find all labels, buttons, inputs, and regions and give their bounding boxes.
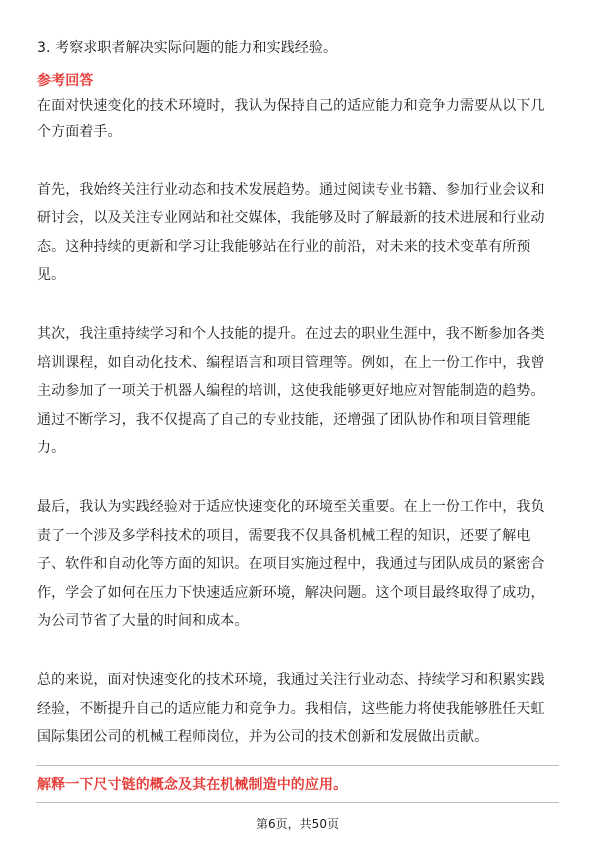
paragraph-2-line-3: 态。这种持续的更新和学习让我能够站在行业的前沿，对未来的技术变革有所预 xyxy=(37,239,531,255)
paragraph-5-line-1: 总的来说，面对快速变化的技术环境，我通过关注行业动态、持续学习和积累实践 xyxy=(37,672,545,688)
paragraph-2-line-2: 研讨会，以及关注专业网站和社交媒体，我能够及时了解最新的技术进展和行业动 xyxy=(37,210,545,226)
next-question: 解释一下尺寸链的概念及其在机械制造中的应用。 xyxy=(37,777,348,793)
divider-top xyxy=(36,765,559,766)
paragraph-4-line-5: 为公司节省了大量的时间和成本。 xyxy=(37,613,249,629)
paragraph-5-line-2: 经验，不断提升自己的适应能力和竞争力。我相信，这些能力将使我能够胜任天虹 xyxy=(37,701,545,717)
paragraph-2-line-1: 首先，我始终关注行业动态和技术发展趋势。通过阅读专业书籍、参加行业会议和 xyxy=(37,182,545,198)
paragraph-1-line-2: 个方面着手。 xyxy=(37,124,122,140)
paragraph-3-line-5: 力。 xyxy=(37,440,66,456)
paragraph-1-line-1: 在面对快速变化的技术环境时，我认为保持自己的适应能力和竞争力需要从以下几 xyxy=(37,98,545,114)
paragraph-4-line-3: 子、软件和自动化等方面的知识。在项目实施过程中，我通过与团队成员的紧密合 xyxy=(37,556,545,572)
page-number: 第6页，共50页 xyxy=(256,817,339,831)
paragraph-2-line-4: 见。 xyxy=(37,267,66,283)
paragraph-4-line-4: 作，学会了如何在压力下快速适应新环境，解决问题。这个项目最终取得了成功， xyxy=(37,585,545,601)
paragraph-3-line-4: 通过不断学习，我不仅提高了自己的专业技能，还增强了团队协作和项目管理能 xyxy=(37,412,531,428)
paragraph-4-line-1: 最后，我认为实践经验对于适应快速变化的环境至关重要。在上一份工作中，我负 xyxy=(37,499,545,515)
paragraph-4-line-2: 责了一个涉及多学科技术的项目，需要我不仅具备机械工程的知识，还要了解电 xyxy=(37,528,531,544)
paragraph-5-line-3: 国际集团公司的机械工程师岗位，并为公司的技术创新和发展做出贡献。 xyxy=(37,729,489,745)
paragraph-3-line-2: 培训课程，如自动化技术、编程语言和项目管理等。例如，在上一份工作中，我曾 xyxy=(37,355,545,371)
paragraph-3-line-3: 主动参加了一项关于机器人编程的培训，这使我能够更好地应对智能制造的趋势。 xyxy=(37,383,545,399)
paragraph-3-line-1: 其次，我注重持续学习和个人技能的提升。在过去的职业生涯中，我不断参加各类 xyxy=(37,326,545,342)
answer-heading: 参考回答 xyxy=(37,73,94,89)
divider-bottom xyxy=(36,802,559,803)
question-3: 3. 考察求职者解决实际问题的能力和实践经验。 xyxy=(37,40,338,56)
